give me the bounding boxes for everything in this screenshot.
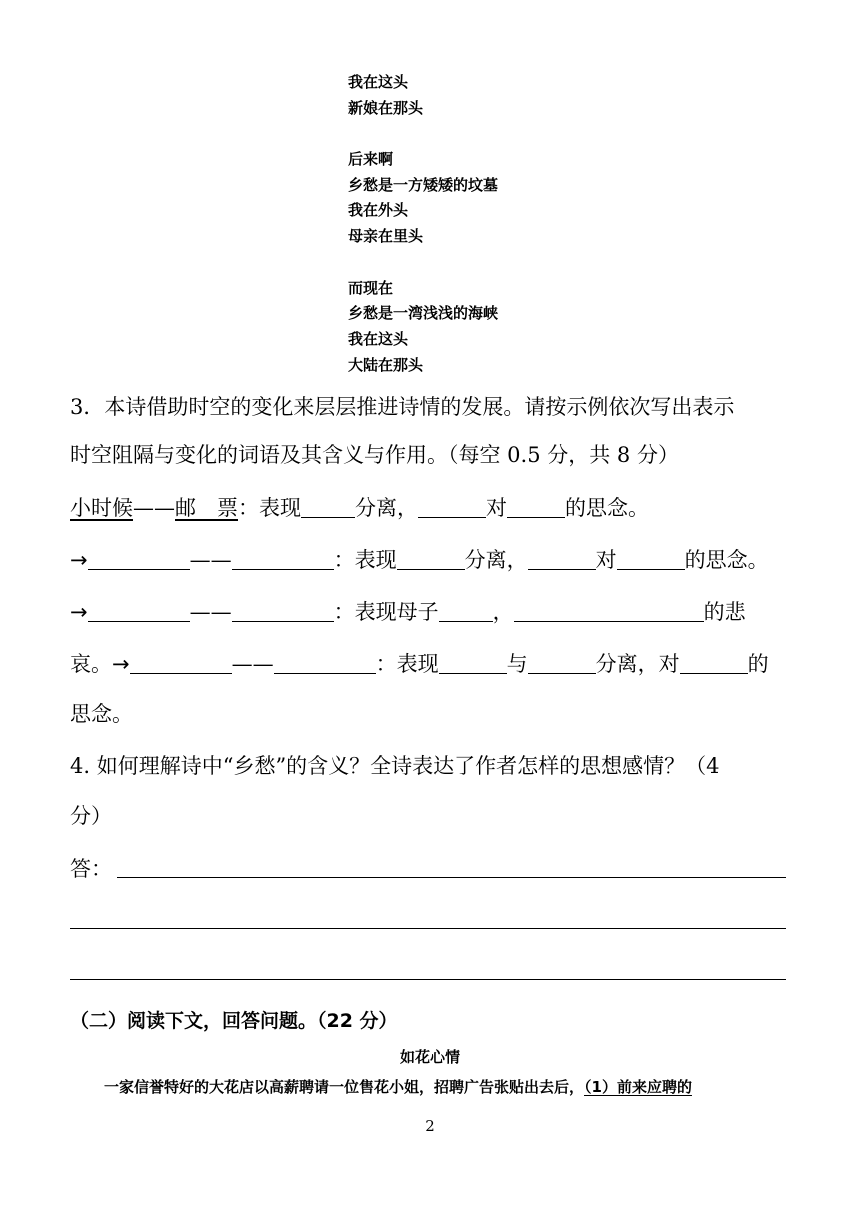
question-3-row-2 bbox=[70, 546, 769, 574]
question-4-line-1: 4. 如何理解诗中“乡愁”的含义？全诗表达了作者怎样的思想感情？（4 bbox=[70, 754, 720, 778]
blank[interactable] bbox=[439, 651, 507, 674]
blank[interactable] bbox=[88, 547, 190, 570]
row-3-text-b: ， bbox=[492, 600, 514, 624]
answer-line[interactable] bbox=[70, 928, 786, 929]
blank[interactable] bbox=[232, 599, 334, 622]
row-2-dash: —— bbox=[189, 548, 232, 572]
poem-line: 后来啊 bbox=[348, 150, 394, 169]
blank[interactable] bbox=[617, 547, 685, 570]
example-dash: —— bbox=[133, 496, 175, 520]
poem-line: 乡愁是一湾浅浅的海峡 bbox=[348, 304, 499, 323]
row-4-text-c: 分离，对 bbox=[595, 652, 680, 676]
blank[interactable] bbox=[528, 651, 596, 674]
row-3-text-c: 的悲 bbox=[703, 600, 746, 624]
row-4-start: 哀。 bbox=[70, 652, 112, 676]
poem-line: 我在外头 bbox=[348, 201, 409, 220]
paragraph-text: 一家信誉特好的大花店以高薪聘请一位售花小姐，招聘广告张贴出去后， bbox=[104, 1078, 585, 1096]
poem-line: 大陆在那头 bbox=[348, 355, 424, 374]
question-3-example-row bbox=[70, 494, 649, 522]
page-number: 2 bbox=[425, 1117, 435, 1135]
example-time-word: 小时候 bbox=[70, 496, 133, 520]
poem-line: 新娘在那头 bbox=[348, 98, 424, 117]
blank[interactable] bbox=[232, 547, 334, 570]
blank[interactable] bbox=[439, 599, 493, 622]
blank[interactable] bbox=[130, 651, 232, 674]
question-4-line-2: 分） bbox=[70, 804, 112, 828]
question-3-line-2: 时空阻隔与变化的词语及其含义与作用。（每空 0.5 分，共 8 分） bbox=[70, 443, 679, 467]
stanza-gap bbox=[348, 250, 498, 276]
question-3-row-3 bbox=[70, 598, 746, 626]
article-paragraph bbox=[104, 1076, 692, 1097]
example-text-b: 分离， bbox=[355, 496, 418, 520]
example-text-d: 的思念。 bbox=[565, 496, 649, 520]
row-2-text-b: 分离， bbox=[464, 548, 528, 572]
underlined-passage: （1）前来应聘的 bbox=[584, 1078, 692, 1096]
example-object-word: 邮 票 bbox=[175, 496, 238, 520]
row-2-text-c: 对 bbox=[595, 548, 617, 572]
row-4-text-b: 与 bbox=[506, 652, 528, 676]
example-text-c: 对 bbox=[486, 496, 507, 520]
example-text-a: ：表现 bbox=[238, 496, 301, 520]
row-3-dash: —— bbox=[189, 600, 232, 624]
section-2-heading: （二）阅读下文，回答问题。（22 分） bbox=[70, 1010, 398, 1032]
answer-line[interactable] bbox=[117, 877, 786, 878]
answer-line[interactable] bbox=[70, 979, 786, 980]
poem-line: 我在这头 bbox=[348, 73, 409, 91]
blank[interactable] bbox=[418, 495, 486, 518]
question-3-line-1: 3．本诗借助时空的变化来层层推进诗情的发展。请按示例依次写出表示 bbox=[70, 395, 735, 419]
blank[interactable] bbox=[514, 599, 704, 622]
blank[interactable] bbox=[88, 599, 190, 622]
arrow-right-icon: → bbox=[70, 548, 88, 572]
arrow-right-icon: → bbox=[112, 652, 130, 676]
question-3-row-4 bbox=[70, 650, 769, 678]
poem-excerpt bbox=[348, 70, 498, 378]
poem-line: 乡愁是一方矮矮的坟墓 bbox=[348, 175, 499, 194]
article-title: 如花心情 bbox=[399, 1048, 460, 1066]
blank[interactable] bbox=[680, 651, 748, 674]
poem-line: 我在这头 bbox=[348, 329, 409, 348]
stanza-gap bbox=[348, 121, 498, 147]
poem-line: 而现在 bbox=[348, 278, 394, 297]
row-2-text-a: ：表现 bbox=[333, 548, 397, 572]
blank[interactable] bbox=[528, 547, 596, 570]
arrow-right-icon: → bbox=[70, 600, 88, 624]
answer-label: 答： bbox=[70, 857, 112, 881]
blank[interactable] bbox=[397, 547, 465, 570]
row-4-dash: —— bbox=[231, 652, 274, 676]
blank[interactable] bbox=[274, 651, 376, 674]
blank[interactable] bbox=[507, 495, 565, 518]
question-3-row-5: 思念。 bbox=[70, 702, 133, 726]
poem-line: 母亲在里头 bbox=[348, 227, 424, 246]
row-3-text-a: ：表现母子 bbox=[333, 600, 439, 624]
row-4-text-a: ：表现 bbox=[375, 652, 439, 676]
row-4-text-d: 的 bbox=[747, 652, 769, 676]
row-2-text-d: 的思念。 bbox=[684, 548, 769, 572]
blank[interactable] bbox=[301, 495, 355, 518]
